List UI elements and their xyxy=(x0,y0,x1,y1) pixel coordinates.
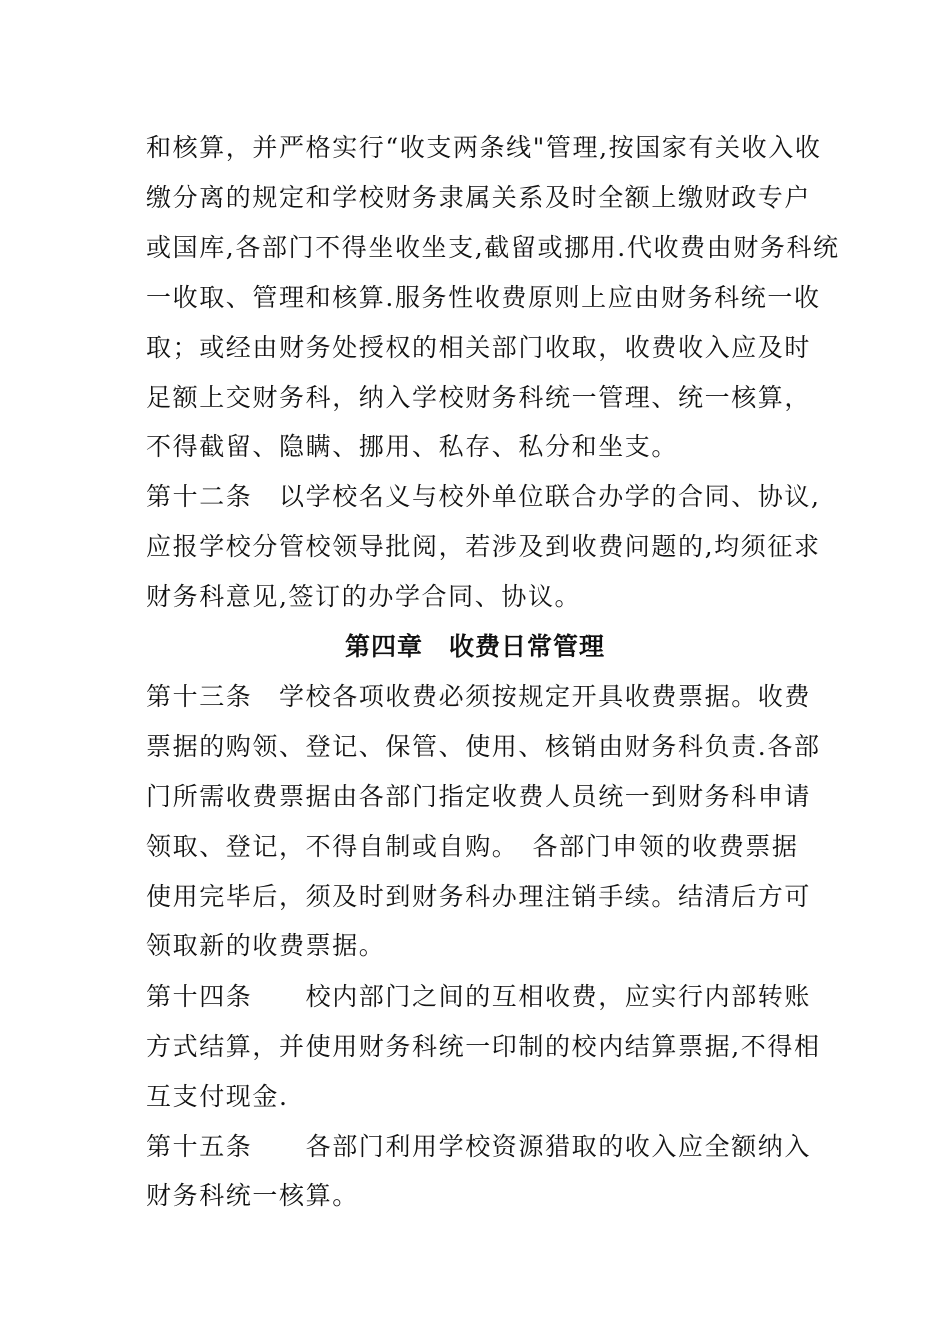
body-line: 门所需收费票据由各部门指定收费人员统一到财务科申请 xyxy=(146,782,812,811)
body-line: 缴分离的规定和学校财务隶属关系及时全额上缴财政专户 xyxy=(146,183,812,212)
body-line: 不得截留、隐瞒、挪用、私存、私分和坐支。 xyxy=(146,432,679,461)
body-line: 取；或经由财务处授权的相关部门收取，收费收入应及时 xyxy=(146,333,812,362)
chapter-heading: 第四章 收费日常管理 xyxy=(344,632,605,661)
body-line: 互支付现金. xyxy=(146,1082,289,1111)
body-line: 票据的购领、登记、保管、使用、核销由财务科负责.各部 xyxy=(146,732,821,761)
article-13-line: 第十三条 学校各项收费必须按规定开具收费票据。收费 xyxy=(146,682,812,711)
body-line: 领取新的收费票据。 xyxy=(146,931,386,960)
body-line: 领取、登记，不得自制或自购。 各部门申领的收费票据 xyxy=(146,832,799,861)
body-line: 或国库,各部门不得坐收坐支,截留或挪用.代收费由财务科统 xyxy=(146,233,840,262)
body-line: 足额上交财务科，纳入学校财务科统一管理、统一核算， xyxy=(146,383,812,412)
body-line: 方式结算，并使用财务科统一印制的校内结算票据,不得相 xyxy=(146,1032,821,1061)
article-14-line: 第十四条 校内部门之间的互相收费，应实行内部转账 xyxy=(146,982,812,1011)
article-12-line: 第十二条 以学校名义与校外单位联合办学的合同、协议, xyxy=(146,482,821,511)
body-line: 使用完毕后，须及时到财务科办理注销手续。结清后方可 xyxy=(146,882,812,911)
article-15-line: 第十五条 各部门利用学校资源猎取的收入应全额纳入 xyxy=(146,1132,812,1161)
body-line: 和核算，并严格实行“收支两条线"管理,按国家有关收入收 xyxy=(146,133,822,162)
body-line: 一收取、管理和核算.服务性收费原则上应由财务科统一收 xyxy=(146,283,821,312)
body-line: 财务科意见,签订的办学合同、协议。 xyxy=(146,582,582,611)
body-line: 财务科统一核算。 xyxy=(146,1181,359,1210)
body-line: 应报学校分管校领导批阅，若涉及到收费问题的,均须征求 xyxy=(146,532,821,561)
